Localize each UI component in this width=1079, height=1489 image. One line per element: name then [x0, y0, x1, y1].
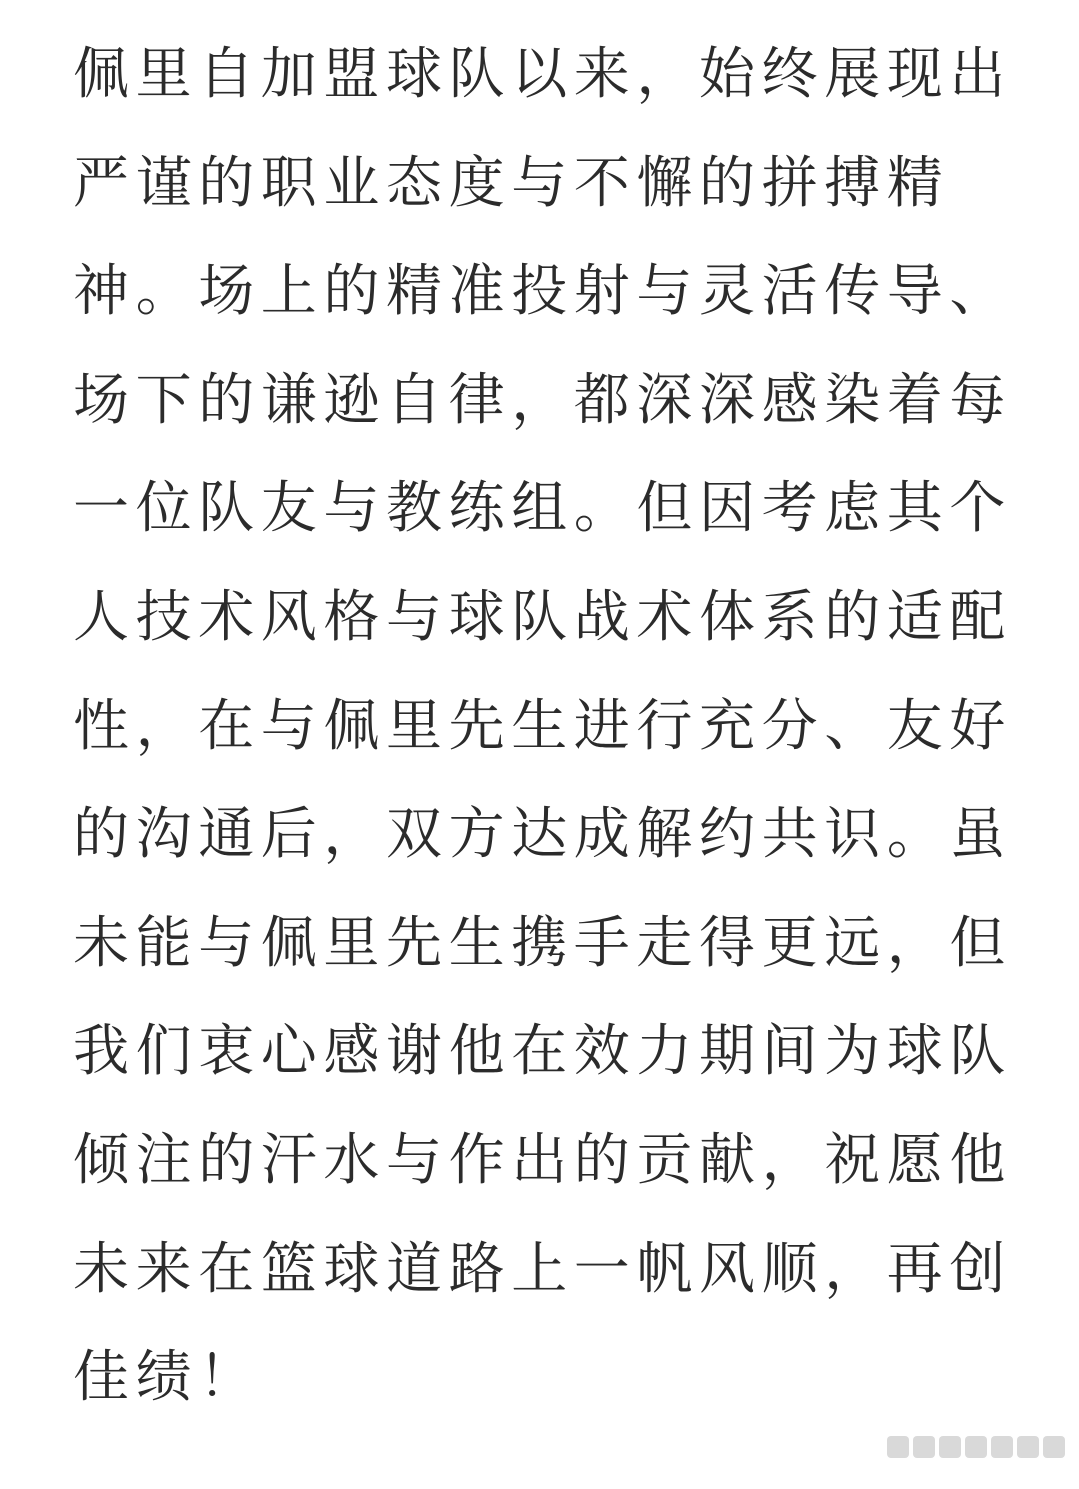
article-line: 神。场上的精准投射与灵活传导、: [73, 259, 1012, 325]
article-line: 的沟通后，双方达成解约共识。虽: [73, 802, 1012, 868]
watermark: [887, 1433, 1067, 1461]
article-line: 佳绩！: [73, 1345, 261, 1411]
watermark-mark: [965, 1436, 987, 1458]
article-line: 一位队友与教练组。但因考虑其个: [73, 476, 1012, 542]
article-body: [73, 38, 1013, 1450]
weibo-watermark-icon: [887, 1436, 909, 1458]
article-line: 未能与佩里先生携手走得更远，但: [73, 910, 1012, 976]
watermark-mark: [991, 1436, 1013, 1458]
article-line: 人技术风格与球队战术体系的适配: [73, 584, 1012, 650]
watermark-mark: [1017, 1436, 1039, 1458]
article-line: 佩里自加盟球队以来，始终展现出: [73, 42, 1012, 107]
article-line: 我们衷心感谢他在效力期间为球队: [73, 1019, 1012, 1085]
watermark-mark: [1043, 1436, 1065, 1458]
watermark-mark: [913, 1436, 935, 1458]
article-line: 场下的谦逊自律，都深深感染着每: [73, 367, 1012, 433]
article-line: 未来在篮球道路上一帆风顺，再创: [73, 1236, 1012, 1302]
watermark-mark: [939, 1436, 961, 1458]
article-line: 倾注的汗水与作出的贡献，祝愿他: [73, 1127, 1012, 1193]
article-line: 严谨的职业态度与不懈的拼搏精: [73, 150, 950, 216]
article-line: 性，在与佩里先生进行充分、友好: [73, 693, 1012, 759]
